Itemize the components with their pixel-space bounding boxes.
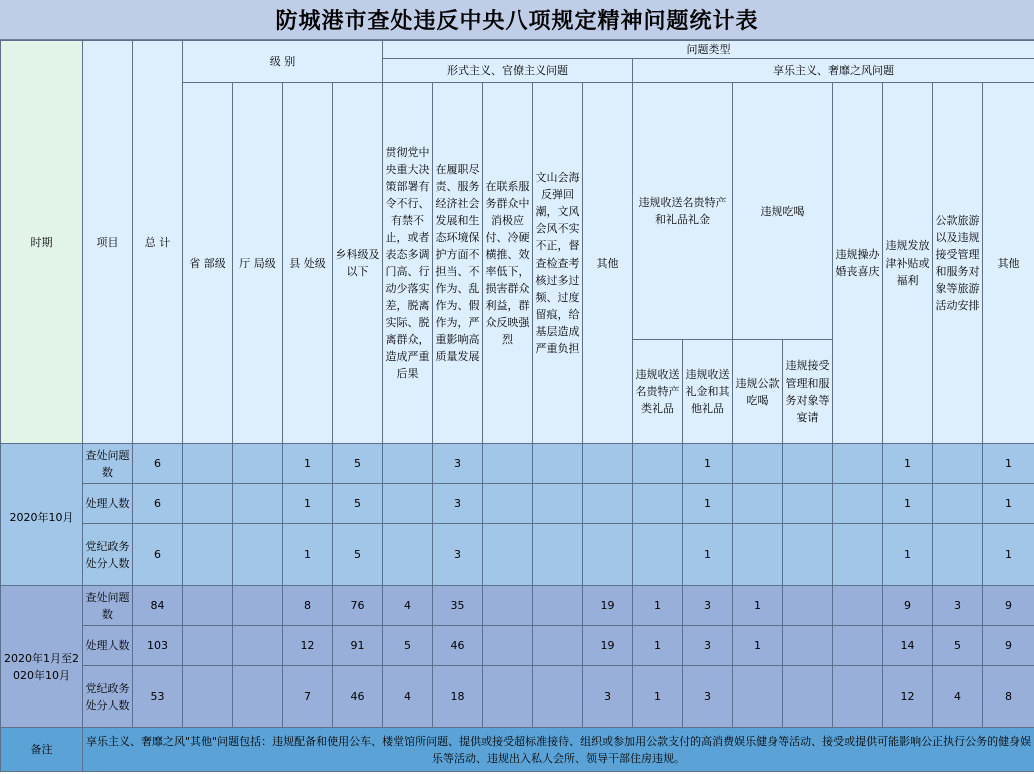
table-cell: 4 [933, 666, 983, 728]
table-cell [233, 586, 283, 626]
table-cell [533, 626, 583, 666]
table-cell [833, 626, 883, 666]
table-cell [833, 444, 883, 484]
header-formalism-other: 其他 [583, 83, 633, 444]
table-cell [483, 586, 533, 626]
header-gifts-cash: 违规收送礼金和其他礼品 [683, 340, 733, 444]
header-level-bureau: 厅 局级 [233, 83, 283, 444]
table-cell [783, 626, 833, 666]
header-gifts-group: 违规收送名贵特产和礼品礼金 [633, 83, 733, 340]
table-cell [183, 524, 233, 586]
header-period: 时期 [1, 41, 83, 444]
table-cell: 1 [283, 484, 333, 524]
table-cell: 1 [683, 524, 733, 586]
table-cell [833, 586, 883, 626]
table-cell: 6 [133, 524, 183, 586]
table-cell [783, 586, 833, 626]
header-travel: 公款旅游以及违规接受管理和服务对象等旅游活动安排 [933, 83, 983, 444]
table-cell [233, 524, 283, 586]
table-row [1, 626, 1034, 666]
table-cell [483, 626, 533, 666]
table-cell: 5 [333, 484, 383, 524]
table-cell: 1 [683, 444, 733, 484]
table-cell [233, 666, 283, 728]
table-cell: 4 [383, 666, 433, 728]
table-cell: 9 [983, 586, 1034, 626]
table-cell: 19 [583, 586, 633, 626]
table-cell: 1 [733, 626, 783, 666]
header-hedonism-other: 其他 [983, 83, 1034, 444]
table-cell [633, 484, 683, 524]
table-cell: 76 [333, 586, 383, 626]
table-cell: 4 [383, 586, 433, 626]
statistics-table [0, 40, 1034, 772]
table-cell [183, 484, 233, 524]
table-cell [833, 666, 883, 728]
table-row [1, 484, 1034, 524]
header-formalism-3: 在联系服务群众中消极应付、冷硬横推、效率低下，损害群众利益，群众反映强烈 [483, 83, 533, 444]
table-cell: 9 [983, 626, 1034, 666]
table-row [1, 666, 1034, 728]
table-cell: 1 [683, 484, 733, 524]
table-cell: 5 [933, 626, 983, 666]
note-text: 享乐主义、奢靡之风"其他"问题包括：违规配备和使用公车、楼堂馆所问题、提供或接受超标准接待、组织或参加用公款支付的高消费娱乐健身等活动、接受或提供可能影响公正执行公务的健身娱乐等活动、违规出入私人会所、领导干部住房违规。 [83, 728, 1034, 772]
table-cell: 91 [333, 626, 383, 666]
header-formalism-4: 文山会海反弹回潮，文风会风不实不正，督查检查考核过多过频、过度留痕，给基层造成严重负担 [533, 83, 583, 444]
table-cell [533, 444, 583, 484]
table-cell: 3 [683, 586, 733, 626]
header-formalism-1: 贯彻党中央重大决策部署有令不行、有禁不止，或者表态多调门高、行动少落实差，脱离实际、脱离群众，造成严重后果 [383, 83, 433, 444]
table-cell: 1 [983, 444, 1034, 484]
table-cell [233, 626, 283, 666]
table-cell: 1 [883, 444, 933, 484]
table-cell [383, 524, 433, 586]
table-cell: 3 [433, 484, 483, 524]
table-cell [483, 666, 533, 728]
note-label: 备注 [1, 728, 83, 772]
table-cell [183, 586, 233, 626]
table-cell: 5 [383, 626, 433, 666]
header-dining-public: 违规公款吃喝 [733, 340, 783, 444]
period-label: 2020年10月 [1, 444, 83, 586]
page-title: 防城港市查处违反中央八项规定精神问题统计表 [0, 0, 1034, 40]
table-cell [533, 586, 583, 626]
table-cell [483, 484, 533, 524]
table-cell: 1 [283, 524, 333, 586]
table-cell: 6 [133, 484, 183, 524]
table-cell [583, 524, 633, 586]
table-cell: 1 [633, 626, 683, 666]
table-cell: 8 [283, 586, 333, 626]
table-cell: 18 [433, 666, 483, 728]
header-item: 项目 [83, 41, 133, 444]
table-cell: 1 [633, 586, 683, 626]
table-cell [733, 484, 783, 524]
table-row [1, 524, 1034, 586]
header-weddings: 违规操办婚丧喜庆 [833, 83, 883, 444]
table-cell [383, 444, 433, 484]
table-cell: 84 [133, 586, 183, 626]
row-item-label: 党纪政务处分人数 [83, 524, 133, 586]
table-cell [833, 524, 883, 586]
table-cell: 46 [433, 626, 483, 666]
table-cell: 12 [283, 626, 333, 666]
header-level: 级 别 [183, 41, 383, 83]
table-cell [233, 484, 283, 524]
row-item-label: 党纪政务处分人数 [83, 666, 133, 728]
header-level-township: 乡科级及以下 [333, 83, 383, 444]
table-cell [383, 484, 433, 524]
table-cell [533, 666, 583, 728]
table-cell [733, 666, 783, 728]
table-cell [483, 444, 533, 484]
table-cell: 3 [583, 666, 633, 728]
header-formalism: 形式主义、官僚主义问题 [383, 59, 633, 83]
table-cell: 12 [883, 666, 933, 728]
header-level-county: 县 处级 [283, 83, 333, 444]
table-cell [483, 524, 533, 586]
table-cell: 5 [333, 444, 383, 484]
table-cell: 1 [733, 586, 783, 626]
period-label: 2020年1月至2020年10月 [1, 586, 83, 728]
table-cell [533, 524, 583, 586]
header-dining-banquet: 违规接受管理和服务对象等宴请 [783, 340, 833, 444]
header-dining-group: 违规吃喝 [733, 83, 833, 340]
table-cell: 6 [133, 444, 183, 484]
table-cell: 7 [283, 666, 333, 728]
table-cell [783, 484, 833, 524]
table-cell: 1 [633, 666, 683, 728]
data-body [1, 444, 1034, 728]
table-cell: 3 [683, 666, 733, 728]
table-cell: 1 [983, 484, 1034, 524]
table-cell: 103 [133, 626, 183, 666]
header-allowances: 违规发放津补贴或福利 [883, 83, 933, 444]
table-cell [783, 524, 833, 586]
table-cell [233, 444, 283, 484]
header-level-province: 省 部级 [183, 83, 233, 444]
table-cell: 3 [933, 586, 983, 626]
table-cell: 14 [883, 626, 933, 666]
table-cell: 1 [883, 524, 933, 586]
table-cell [933, 524, 983, 586]
table-cell: 53 [133, 666, 183, 728]
table-cell: 46 [333, 666, 383, 728]
table-cell: 5 [333, 524, 383, 586]
header-hedonism: 享乐主义、奢靡之风问题 [633, 59, 1034, 83]
table-cell [583, 484, 633, 524]
table-cell [533, 484, 583, 524]
table-cell [933, 444, 983, 484]
table-cell [783, 444, 833, 484]
table-cell [633, 524, 683, 586]
table-cell: 3 [433, 524, 483, 586]
row-item-label: 处理人数 [83, 626, 133, 666]
table-row [1, 444, 1034, 484]
header-total: 总 计 [133, 41, 183, 444]
table-cell: 1 [983, 524, 1034, 586]
table-cell: 1 [883, 484, 933, 524]
row-item-label: 查处问题数 [83, 586, 133, 626]
header-gifts-specialty: 违规收送名贵特产类礼品 [633, 340, 683, 444]
table-row [1, 586, 1034, 626]
table-cell: 8 [983, 666, 1034, 728]
table-cell [183, 666, 233, 728]
row-item-label: 处理人数 [83, 484, 133, 524]
table-cell [733, 524, 783, 586]
table-cell [583, 444, 633, 484]
table-cell [783, 666, 833, 728]
header-problem-type: 问题类型 [383, 41, 1034, 59]
row-item-label: 查处问题数 [83, 444, 133, 484]
table-cell: 3 [683, 626, 733, 666]
table-cell: 1 [283, 444, 333, 484]
table-cell: 3 [433, 444, 483, 484]
table-cell [183, 444, 233, 484]
header-formalism-2: 在履职尽责、服务经济社会发展和生态环境保护方面不担当、不作为、乱作为、假作为，严重影响高质量发展 [433, 83, 483, 444]
table-cell [733, 444, 783, 484]
table-cell [633, 444, 683, 484]
table-cell [833, 484, 883, 524]
table-cell [933, 484, 983, 524]
table-cell [183, 626, 233, 666]
table-cell: 35 [433, 586, 483, 626]
table-cell: 9 [883, 586, 933, 626]
table-cell: 19 [583, 626, 633, 666]
